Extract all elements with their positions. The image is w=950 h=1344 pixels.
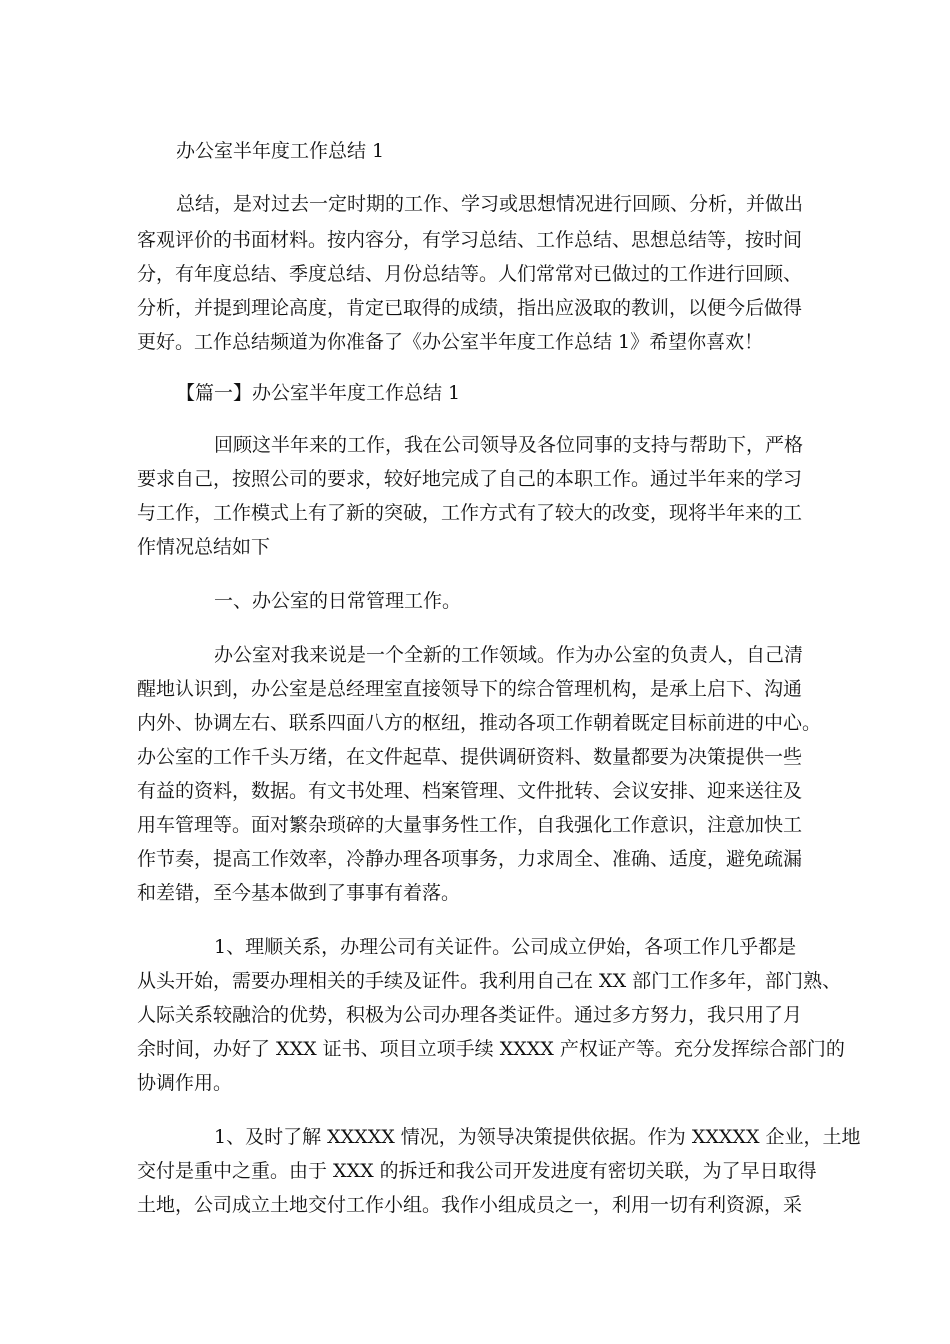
- item-one-line: 人际关系较融洽的优势，积极为公司办理各类证件。通过多方努力，我只用了月: [137, 1004, 803, 1026]
- intro-line: 分，有年度总结、季度总结、月份总结等。人们常常对已做过的工作进行回顾、: [137, 263, 803, 285]
- item-one-line: 1、理顺关系，办理公司有关证件。公司成立伊始，各项工作几乎都是: [214, 936, 797, 958]
- chapter-heading: 【篇一】办公室半年度工作总结 1: [176, 382, 461, 404]
- office-line: 用车管理等。面对繁杂琐碎的大量事务性工作，自我强化工作意识，注意加快工: [137, 814, 803, 836]
- office-line: 醒地认识到，办公室是总经理室直接领导下的综合管理机构，是承上启下、沟通: [137, 678, 803, 700]
- item-one-line: 协调作用。: [137, 1072, 233, 1094]
- item-one-line: 从头开始，需要办理相关的手续及证件。我利用自己在 XX 部门工作多年，部门熟、: [137, 970, 842, 992]
- intro-line: 更好。工作总结频道为你准备了《办公室半年度工作总结 1》希望你喜欢！: [137, 331, 764, 353]
- review-line: 回顾这半年来的工作，我在公司领导及各位同事的支持与帮助下，严格: [214, 434, 804, 456]
- office-line: 有益的资料，数据。有文书处理、档案管理、文件批转、会议安排、迎来送往及: [137, 780, 803, 802]
- review-line: 与工作，工作模式上有了新的突破，工作方式有了较大的改变，现将半年来的工: [137, 502, 803, 524]
- item-two-line: 交付是重中之重。由于 XXX 的拆迁和我公司开发进度有密切关联，为了早日取得: [137, 1160, 817, 1182]
- section-heading: 一、办公室的日常管理工作。: [214, 590, 462, 612]
- item-two-line: 1、及时了解 XXXXX 情况，为领导决策提供依据。作为 XXXXX 企业，土地: [214, 1126, 861, 1148]
- intro-line: 总结，是对过去一定时期的工作、学习或思想情况进行回顾、分析，并做出: [176, 193, 804, 215]
- office-line: 和差错，至今基本做到了事事有着落。: [137, 882, 461, 904]
- office-line: 办公室对我来说是一个全新的工作领域。作为办公室的负责人，自己清: [214, 644, 804, 666]
- office-line: 作节奏，提高工作效率，冷静办理各项事务，力求周全、准确、适度，避免疏漏: [137, 848, 803, 870]
- document-title: 办公室半年度工作总结 1: [176, 140, 385, 162]
- item-two-line: 土地，公司成立土地交付工作小组。我作小组成员之一，利用一切有利资源，采: [137, 1194, 803, 1216]
- item-one-line: 余时间，办好了 XXX 证书、项目立项手续 XXXX 产权证产等。充分发挥综合部门的: [137, 1038, 845, 1060]
- intro-line: 分析，并提到理论高度，肯定已取得的成绩，指出应汲取的教训，以便今后做得: [137, 297, 803, 319]
- intro-line: 客观评价的书面材料。按内容分，有学习总结、工作总结、思想总结等，按时间: [137, 229, 803, 251]
- review-line: 要求自己，按照公司的要求，较好地完成了自己的本职工作。通过半年来的学习: [137, 468, 803, 490]
- review-line: 作情况总结如下: [137, 536, 271, 558]
- office-line: 内外、协调左右、联系四面八方的枢纽，推动各项工作朝着既定目标前进的中心。: [137, 712, 822, 734]
- office-line: 办公室的工作千头万绪，在文件起草、提供调研资料、数量都要为决策提供一些: [137, 746, 803, 768]
